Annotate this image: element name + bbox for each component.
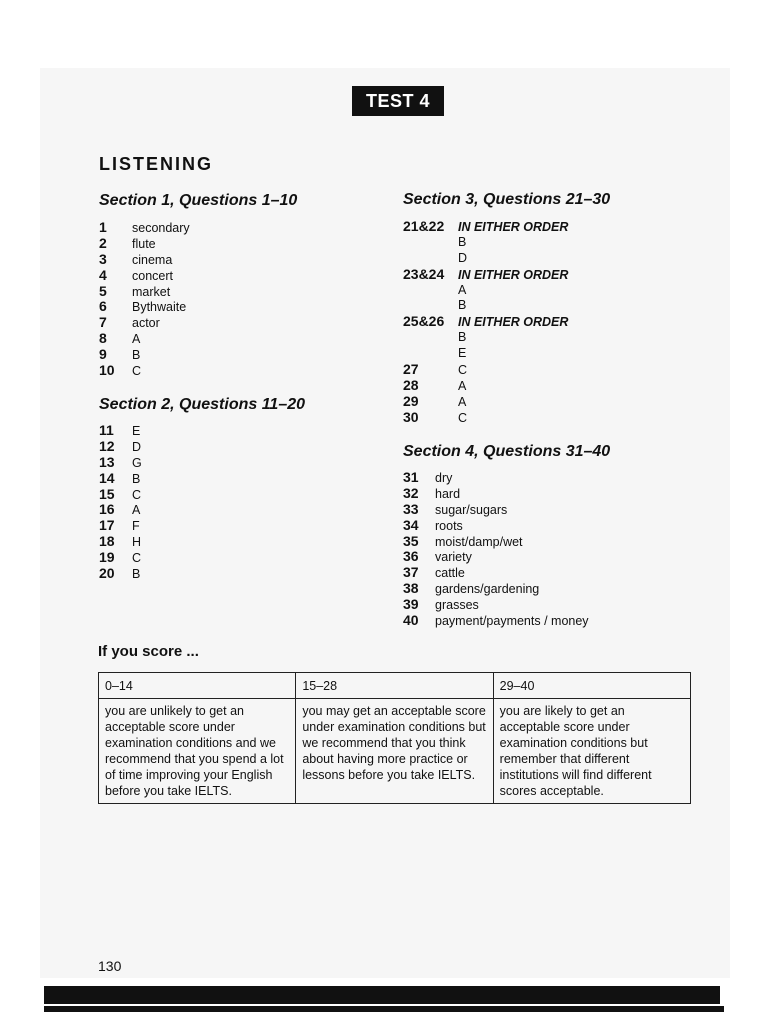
answer-text: cattle [435,566,465,581]
answer-text: gardens/gardening [435,582,540,597]
answer-item [403,613,589,629]
question-number: 14 [99,469,115,486]
answer-text: E [458,346,467,361]
answer-text: moist/damp/wet [435,534,523,549]
answer-item [403,235,568,251]
answer-item [403,251,568,267]
footer-bar [44,986,720,1004]
question-number: 25&26 [403,313,445,330]
answer-text: dry [435,471,453,485]
answer-text: variety [435,550,472,565]
question-number: 23&24 [403,265,445,282]
answer-item [403,219,568,235]
answer-item [99,268,190,284]
answer-text: flute [132,236,156,251]
answer-item [99,252,190,268]
question-number: 16 [99,501,115,518]
answer-item [99,455,142,471]
answer-item [403,518,589,534]
score-description-row [99,699,691,804]
score-table [98,672,691,804]
answer-item [403,298,568,314]
question-number: 10 [99,362,115,379]
listening-heading: LISTENING [99,154,214,174]
answer-text: F [132,519,140,534]
answer-item [99,331,190,347]
section3-answer-list [403,219,568,426]
answer-item [403,502,589,518]
answer-text: H [132,535,142,550]
question-number: 4 [99,266,107,283]
question-number: 18 [99,533,115,550]
answer-item [99,487,142,503]
answer-item [403,486,589,502]
answer-item [403,410,568,426]
answer-item [403,346,568,362]
footer-bar [44,1006,724,1012]
answer-text: A [458,282,467,297]
question-number: 2 [99,234,107,251]
answer-item [403,470,589,486]
question-number: 34 [403,516,419,533]
answer-text: C [458,410,468,425]
question-number: 1 [99,219,107,235]
answer-text: grasses [435,598,479,613]
answer-text: B [458,298,467,313]
answer-item [403,597,589,613]
section2-title: Section 2, Questions 11–20 [99,396,306,413]
answer-text: A [132,503,141,518]
question-number: 6 [99,298,107,315]
either-order-note: IN EITHER ORDER [458,220,569,234]
score-description-cell: you are likely to get an acceptable score under examination conditions but remember that different institutions will find different scores acceptable. [493,699,690,804]
score-heading: If you score ... [98,643,199,660]
question-number: 39 [403,596,419,613]
answer-text: A [458,394,467,409]
test-badge: TEST 4 [352,86,444,116]
question-number: 37 [403,564,419,581]
answer-item [99,236,190,252]
answer-item [99,284,190,300]
question-number: 33 [403,500,419,517]
answer-item [99,439,142,455]
question-number: 36 [403,548,419,565]
answer-item [403,534,589,550]
score-range-cell: 0–14 [99,673,296,699]
question-number: 13 [99,453,115,470]
score-range-row [99,673,691,699]
answer-text: secondary [132,221,190,235]
answer-item [403,394,568,410]
question-number: 12 [99,437,115,454]
question-number: 28 [403,376,419,393]
answer-text: B [132,348,141,363]
question-number: 17 [99,517,115,534]
answer-text: B [458,330,467,345]
either-order-note: IN EITHER ORDER [458,267,569,282]
answer-item [99,299,190,315]
answer-item [99,471,142,487]
score-range-cell: 29–40 [493,673,690,699]
section1-title: Section 1, Questions 1–10 [99,192,298,209]
answer-text: actor [132,316,160,331]
score-range-cell: 15–28 [296,673,493,699]
answer-item [403,267,568,283]
section4-title: Section 4, Questions 31–40 [403,443,611,460]
answer-text: C [132,551,142,566]
answer-item [99,534,142,550]
answer-item [403,330,568,346]
answer-item [99,220,190,236]
answer-text: C [132,364,142,379]
answer-text: hard [435,486,461,501]
question-number: 32 [403,484,419,501]
answer-text: D [458,250,468,265]
score-description-cell: you may get an acceptable score under examination conditions but we recommend that you think about having more practice or lessons before you take IELTS. [296,699,493,804]
question-number: 40 [403,612,419,629]
answer-text: roots [435,518,463,533]
answer-text: C [458,363,468,378]
answer-text: cinema [132,252,173,267]
question-number: 21&22 [403,218,445,234]
question-number: 31 [403,469,419,485]
answer-text: E [132,424,141,438]
question-number: 27 [403,361,419,378]
answer-item [99,315,190,331]
answer-text: B [132,471,141,486]
section4-answer-list [403,470,589,629]
answer-text: B [458,234,467,249]
answer-item [99,518,142,534]
question-number: 35 [403,532,419,549]
question-number: 8 [99,330,107,347]
section2-answer-list [99,423,142,582]
question-number: 9 [99,346,107,363]
answer-item [99,423,142,439]
question-number: 11 [99,422,114,438]
answer-text: market [132,284,171,299]
answer-text: G [132,455,142,470]
answer-text: B [132,567,141,582]
answer-text: Bythwaite [132,300,187,315]
answer-item [403,378,568,394]
question-number: 5 [99,282,107,299]
answer-item [403,549,589,565]
answer-item [403,314,568,330]
section1-answer-list [99,220,190,379]
answer-text: D [132,439,142,454]
answer-text: sugar/sugars [435,502,508,517]
answer-item [99,550,142,566]
answer-text: payment/payments / money [435,614,589,629]
answer-text: concert [132,268,173,283]
question-number: 19 [99,549,115,566]
answer-item [99,502,142,518]
answer-item [403,362,568,378]
page-number: 130 [98,958,122,974]
question-number: 3 [99,250,107,267]
answer-item [403,565,589,581]
question-number: 29 [403,392,419,409]
answer-text: A [132,332,141,347]
question-number: 30 [403,408,419,425]
section3-title: Section 3, Questions 21–30 [403,191,611,208]
either-order-note: IN EITHER ORDER [458,315,569,330]
score-description-cell: you are unlikely to get an acceptable score under examination conditions and we recommend that you spend a lot of time improving your English before you take IELTS. [99,699,296,804]
answer-text: A [458,378,467,393]
question-number: 20 [99,565,115,582]
answer-item [99,363,190,379]
answer-item [99,347,190,363]
question-number: 7 [99,314,107,331]
question-number: 38 [403,580,419,597]
answer-item [403,581,589,597]
question-number: 15 [99,485,115,502]
answer-item [99,566,142,582]
answer-item [403,283,568,299]
answer-text: C [132,487,142,502]
